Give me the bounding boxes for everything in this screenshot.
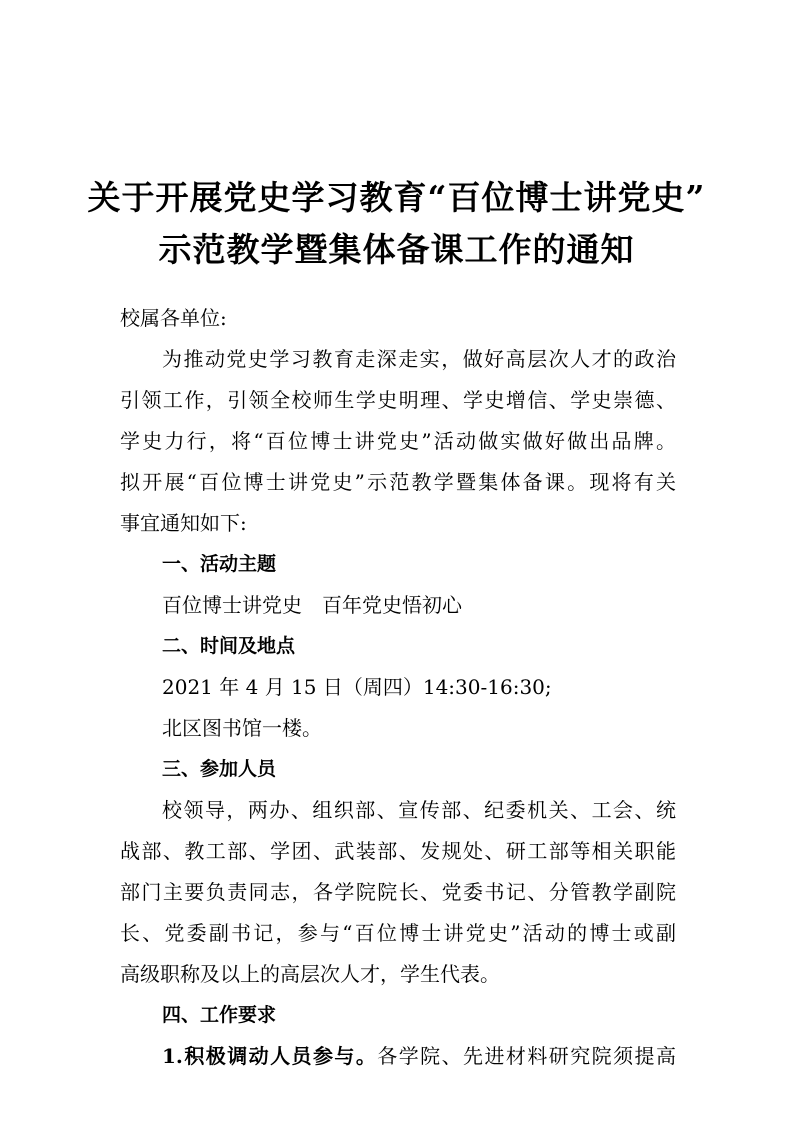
- section-3-line-5: 高级职称及以上的高层次人才，学生代表。: [120, 962, 500, 986]
- section-4-item-1-text: 各学院、先进材料研究院须提高: [377, 1044, 676, 1068]
- section-3-heading: 三、参加人员: [162, 758, 277, 780]
- section-1-heading: 一、活动主题: [162, 553, 277, 575]
- section-3-line-2: 战部、教工部、学团、武装部、发规处、研工部等相关职能: [120, 839, 676, 863]
- intro-line-3: 学史力行，将“百位博士讲党史”活动做实做好做出品牌。: [120, 429, 676, 453]
- intro-line-2: 引领工作，引领全校师生学史明理、学史增信、学史崇德、: [120, 388, 676, 412]
- document-title-line-1: 关于开展党史学习教育“百位博士讲党史”: [87, 178, 706, 217]
- section-2-place: 北区图书馆一楼。: [162, 716, 322, 740]
- section-3-line-4: 长、党委副书记，参与“百位博士讲党史”活动的博士或副: [120, 921, 676, 945]
- section-2-time: 2021 年 4 月 15 日（周四）14:30-16:30;: [162, 675, 552, 699]
- section-3-line-1: 校领导，两办、组织部、宣传部、纪委机关、工会、统: [162, 798, 676, 822]
- section-2-heading: 二、时间及地点: [162, 635, 296, 657]
- document-body: [120, 298, 676, 1077]
- intro-line-1: 为推动党史学习教育走深走实，做好高层次人才的政治: [162, 347, 676, 371]
- salutation: 校属各单位:: [120, 306, 227, 330]
- section-4-heading: 四、工作要求: [162, 1004, 277, 1026]
- section-4-item-1-lead: 1.积极调动人员参与。: [162, 1044, 378, 1068]
- document-title-line-2: 示范教学暨集体备课工作的通知: [158, 230, 635, 269]
- section-4-item-1: [120, 1036, 676, 1077]
- section-3-line-3: 部门主要负责同志，各学院院长、党委书记、分管教学副院: [120, 880, 676, 904]
- intro-line-5: 事宜通知如下:: [120, 511, 247, 535]
- section-1-content: 百位博士讲党史 百年党史悟初心: [162, 593, 462, 617]
- intro-line-4: 拟开展“百位博士讲党史”示范教学暨集体备课。现将有关: [120, 470, 676, 494]
